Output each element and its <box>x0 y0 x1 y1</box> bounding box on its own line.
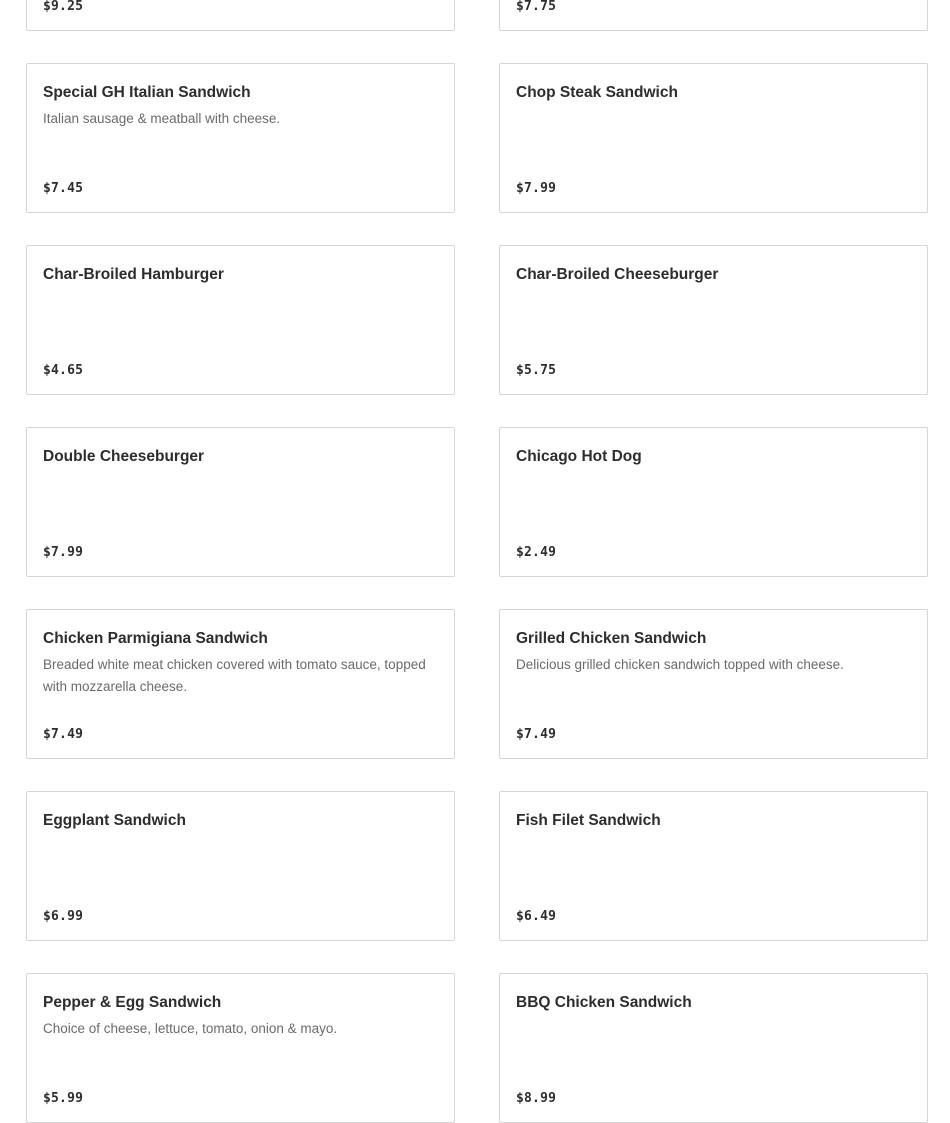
menu-item-card[interactable] <box>499 427 928 577</box>
menu-item-description: Choice of cheese, lettuce, tomato, onion & mayo. <box>43 1021 338 1036</box>
menu-item-price: $7.75 <box>516 0 557 14</box>
menu-item-price: $7.49 <box>516 727 557 742</box>
menu-item-price: $5.75 <box>516 363 557 378</box>
menu-item-price: $7.99 <box>516 181 557 196</box>
menu-item-price: $4.65 <box>43 363 84 378</box>
menu-item-name: BBQ Chicken Sandwich <box>516 994 692 1011</box>
menu-item-price: $2.49 <box>516 545 557 560</box>
menu-item-card[interactable] <box>26 245 455 395</box>
menu-item-description: Delicious grilled chicken sandwich topped with cheese. <box>516 657 844 672</box>
menu-item-name: Grilled Chicken Sandwich <box>516 630 707 647</box>
menu-item-name: Chop Steak Sandwich <box>516 84 678 101</box>
menu-item-description: Breaded white meat chicken covered with tomato sauce, topped with mozzarella cheese. <box>43 657 426 694</box>
menu-grid <box>26 0 928 1123</box>
menu-item-name: Special GH Italian Sandwich <box>43 84 251 101</box>
menu-item-name: Chicago Hot Dog <box>516 448 642 465</box>
menu-item-price: $8.99 <box>516 1091 557 1106</box>
menu-item-price: $9.25 <box>43 0 84 14</box>
menu-item-name: Char-Broiled Cheeseburger <box>516 266 719 283</box>
menu-item-card[interactable] <box>499 973 928 1123</box>
menu-item-price: $6.49 <box>516 909 557 924</box>
menu-item-price: $6.99 <box>43 909 84 924</box>
menu-item-card[interactable] <box>26 427 455 577</box>
menu-item-card[interactable] <box>26 791 455 941</box>
menu-item-price: $5.99 <box>43 1091 84 1106</box>
menu-item-card[interactable] <box>499 609 928 759</box>
menu-item-description: Italian sausage & meatball with cheese. <box>43 111 281 126</box>
menu-item-price: $7.99 <box>43 545 84 560</box>
menu-item-card[interactable] <box>499 63 928 213</box>
menu-item-price: $7.45 <box>43 181 84 196</box>
menu-item-card[interactable] <box>26 973 455 1123</box>
menu-item-card[interactable] <box>499 791 928 941</box>
menu-item-name: Double Cheeseburger <box>43 448 205 465</box>
menu-item-card[interactable] <box>499 245 928 395</box>
menu-item-card[interactable] <box>26 609 455 759</box>
menu-item-price: $7.49 <box>43 727 84 742</box>
menu-item-name: Eggplant Sandwich <box>43 812 186 829</box>
menu-item-name: Char-Broiled Hamburger <box>43 266 224 283</box>
menu-item-card[interactable] <box>26 63 455 213</box>
menu-item-name: Pepper & Egg Sandwich <box>43 994 222 1011</box>
menu-item-name: Chicken Parmigiana Sandwich <box>43 630 268 647</box>
menu-item-card[interactable] <box>499 0 928 31</box>
menu-item-name: Fish Filet Sandwich <box>516 812 661 829</box>
menu-item-card[interactable] <box>26 0 455 31</box>
